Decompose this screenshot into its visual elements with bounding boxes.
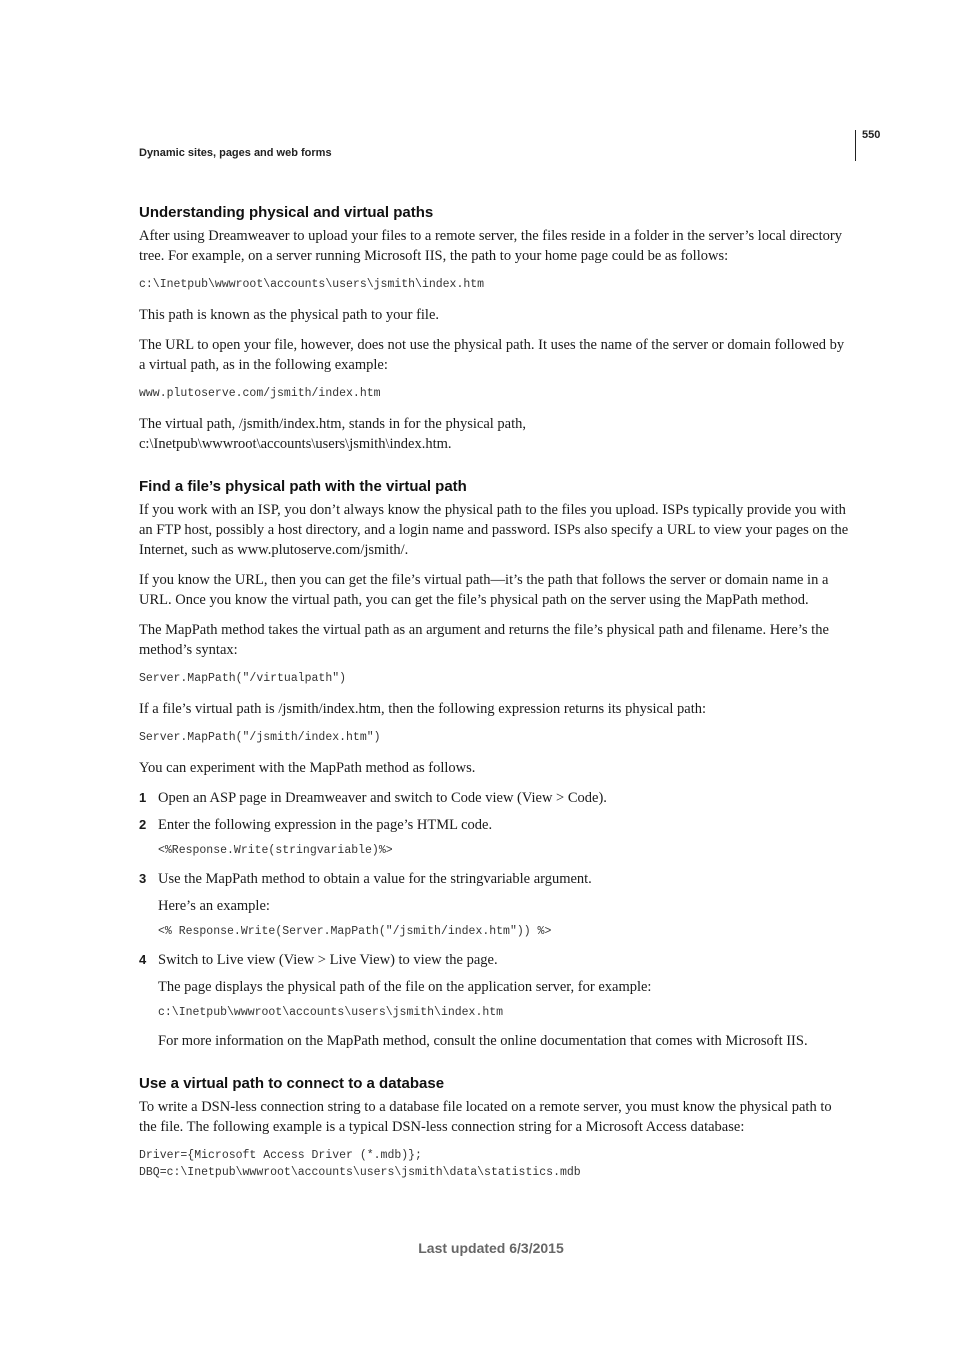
code-block: <% Response.Write(Server.MapPath("/jsmith/index.htm")) %>	[158, 925, 552, 938]
paragraph: If a file’s virtual path is /jsmith/index.htm, then the following expression returns its physical path:	[139, 701, 707, 717]
code-block: Server.MapPath("/jsmith/index.htm")	[139, 731, 381, 744]
code-block: <%Response.Write(stringvariable)%>	[158, 844, 393, 857]
page-content	[139, 203, 851, 1181]
section-heading: Use a virtual path to connect to a database	[139, 1075, 445, 1092]
code-block: c:\Inetpub\wwwroot\accounts\users\jsmith\index.htm	[158, 1006, 504, 1019]
page-number: 550	[862, 129, 881, 141]
code-block: c:\Inetpub\wwwroot\accounts\users\jsmith\index.htm	[139, 278, 485, 291]
footer-last-updated: Last updated 6/3/2015	[418, 1240, 564, 1256]
paragraph: If you know the URL, then you can get the file’s virtual path—it’s the path that follows the server or domain name in a URL. Once you know the virtual path, you can get the file’s physical path on the server using the MapPath method.	[139, 572, 829, 608]
section-heading: Understanding physical and virtual paths	[139, 204, 434, 221]
step-number: 2	[139, 817, 147, 832]
list-item	[139, 950, 851, 1051]
step-number: 1	[139, 790, 147, 805]
running-header: Dynamic sites, pages and web forms	[139, 147, 332, 159]
paragraph: You can experiment with the MapPath method as follows.	[139, 760, 476, 776]
paragraph-line: The virtual path, /jsmith/index.htm, stands in for the physical path,	[139, 416, 527, 432]
paragraph-line: c:\Inetpub\wwwroot\accounts\users\jsmith\index.htm.	[139, 436, 452, 452]
paragraph	[139, 414, 851, 454]
step-text: Enter the following expression in the page’s HTML code.	[158, 817, 493, 833]
list-item	[139, 869, 851, 940]
step-subtext: For more information on the MapPath method, consult the online documentation that comes with Microsoft IIS.	[158, 1033, 808, 1049]
list-item	[139, 788, 851, 808]
paragraph: After using Dreamweaver to upload your files to a remote server, the files reside in a folder in the server’s local directory tree. For example, on a server running Microsoft IIS, the path to your home page could be as follows:	[139, 228, 842, 264]
paragraph: The MapPath method takes the virtual path as an argument and returns the file’s physical path and filename. Here’s the method’s syntax:	[139, 622, 829, 658]
step-text: Use the MapPath method to obtain a value for the stringvariable argument.	[158, 871, 592, 887]
code-line: DBQ=c:\Inetpub\wwwroot\accounts\users\jsmith\data\statistics.mdb	[139, 1166, 581, 1179]
paragraph: To write a DSN-less connection string to a database file located on a remote server, you must know the physical path to the file. The following example is a typical DSN-less connection string for a Microsoft Access database:	[139, 1099, 832, 1135]
code-line: Driver={Microsoft Access Driver (*.mdb)};	[139, 1149, 422, 1162]
step-number: 3	[139, 871, 147, 886]
code-block: www.plutoserve.com/jsmith/index.htm	[139, 387, 381, 400]
step-text: Switch to Live view (View > Live View) to view the page.	[158, 952, 498, 968]
list-item	[139, 815, 851, 859]
paragraph: If you work with an ISP, you don’t always know the physical path to the files you upload. ISPs typically provide you with an FTP host, possibly a host directory, and a login name and password. ISPs also specify a URL to view your pages on the Internet, such as www.plutoserve.com/jsmith/.	[139, 502, 849, 558]
code-block: Server.MapPath("/virtualpath")	[139, 672, 347, 685]
paragraph: The URL to open your file, however, does not use the physical path. It uses the name of the server or domain followed by a virtual path, as in the following example:	[139, 337, 845, 373]
step-number: 4	[139, 952, 147, 967]
paragraph: This path is known as the physical path to your file.	[139, 307, 440, 323]
section-heading: Find a file’s physical path with the virtual path	[139, 478, 467, 495]
step-text: Open an ASP page in Dreamweaver and switch to Code view (View > Code).	[158, 790, 607, 806]
step-subtext: Here’s an example:	[158, 898, 270, 914]
header-rule	[855, 130, 856, 161]
step-subtext: The page displays the physical path of the file on the application server, for example:	[158, 979, 652, 995]
code-block	[139, 1147, 851, 1181]
